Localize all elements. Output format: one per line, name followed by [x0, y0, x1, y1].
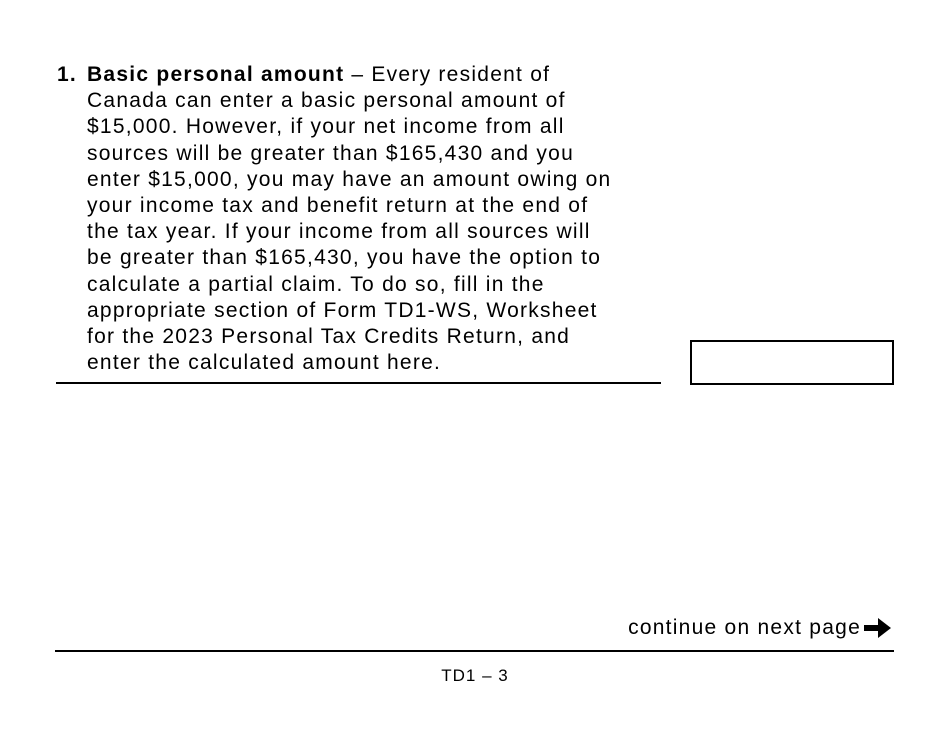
item-line-5: enter $15,000, you may have an amount owing on [87, 167, 612, 191]
item-line-7: the tax year. If your income from all sources will [87, 220, 591, 244]
basic-personal-amount-item [57, 62, 662, 376]
item-line-2: Canada can enter a basic personal amount of [87, 89, 566, 113]
item-line-4: sources will be greater than $165,430 and you [87, 141, 575, 165]
continue-on-next-page [628, 614, 892, 642]
item-number: 1. [57, 63, 78, 86]
continue-label: continue on next page [628, 616, 861, 639]
item-title: Basic personal amount [87, 63, 345, 86]
item-line-1-text: – Every resident of [344, 63, 551, 86]
item-description [87, 62, 662, 376]
item-divider [56, 382, 661, 384]
page-number: TD1 – 3 [441, 666, 509, 685]
item-line-1 [87, 62, 662, 88]
basic-personal-amount-field[interactable] [690, 340, 894, 385]
footer-divider [55, 650, 894, 652]
right-arrow-icon [864, 616, 892, 640]
item-line-8: be greater than $165,430, you have the option to [87, 246, 602, 270]
item-line-6: your income tax and benefit return at the end of [87, 194, 589, 218]
item-line-10: appropriate section of Form TD1-WS, Worksheet [87, 298, 598, 322]
item-line-9: calculate a partial claim. To do so, fill in the [87, 272, 545, 296]
item-line-3: $15,000. However, if your net income from all [87, 115, 565, 139]
item-line-12: enter the calculated amount here. [87, 351, 442, 375]
item-line-11: for the 2023 Personal Tax Credits Return, and [87, 325, 571, 349]
